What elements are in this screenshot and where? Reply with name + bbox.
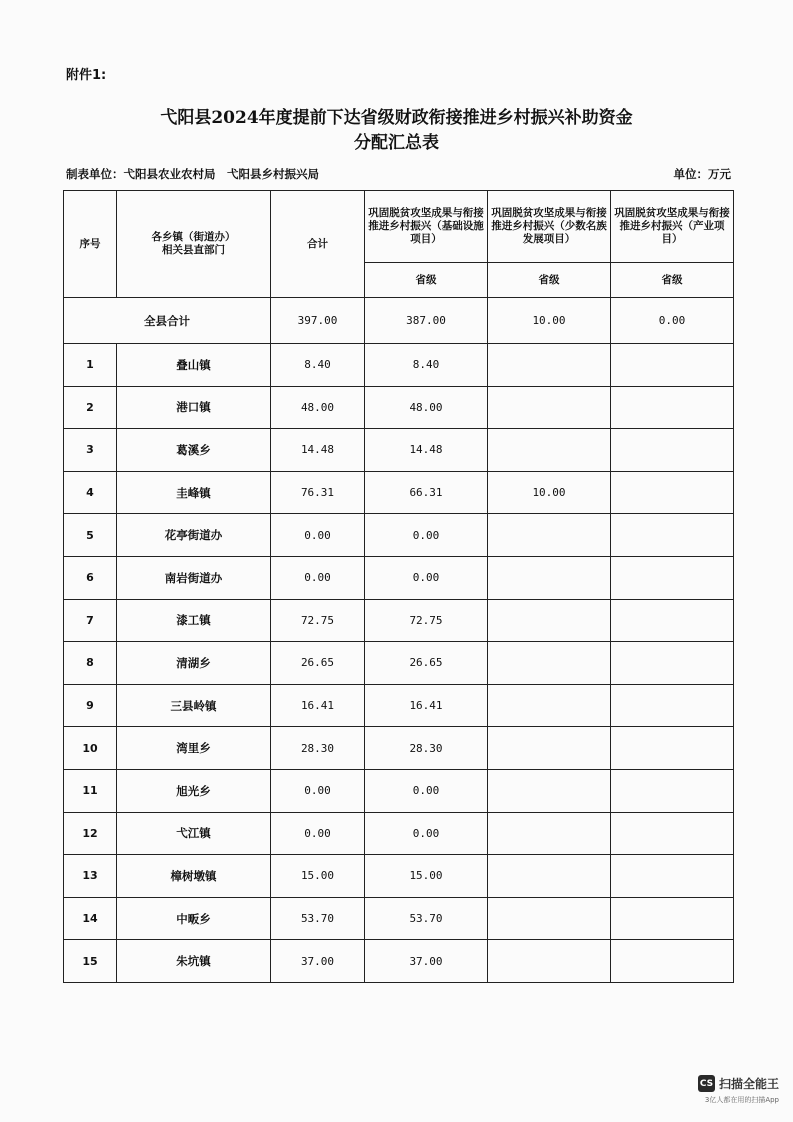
row-infrastructure: 37.00 [365, 940, 488, 983]
row-town-name: 港口镇 [117, 386, 271, 429]
row-industry [611, 514, 734, 557]
row-town-name: 清湖乡 [117, 642, 271, 685]
row-total: 76.31 [271, 471, 365, 514]
row-minority [488, 642, 611, 685]
row-index: 12 [64, 812, 117, 855]
row-infrastructure: 15.00 [365, 855, 488, 898]
row-index: 14 [64, 897, 117, 940]
row-minority [488, 429, 611, 472]
row-town-name: 朱坑镇 [117, 940, 271, 983]
row-infrastructure: 0.00 [365, 556, 488, 599]
row-industry [611, 344, 734, 387]
header-level: 省级 [611, 263, 734, 298]
row-town-name: 中畈乡 [117, 897, 271, 940]
header-industry: 巩固脱贫攻坚成果与衔接推进乡村振兴（产业项目） [611, 191, 734, 263]
header-index: 序号 [64, 191, 117, 298]
row-total: 8.40 [271, 344, 365, 387]
row-industry [611, 599, 734, 642]
table-row [64, 514, 734, 557]
row-index: 9 [64, 684, 117, 727]
row-minority [488, 556, 611, 599]
header-level: 省级 [365, 263, 488, 298]
row-town-name: 旭光乡 [117, 769, 271, 812]
summary-total: 397.00 [271, 298, 365, 344]
document-title: 弋阳县2024年度提前下达省级财政衔接推进乡村振兴补助资金 [160, 108, 633, 128]
table-row [64, 344, 734, 387]
row-town-name: 南岩街道办 [117, 556, 271, 599]
row-minority [488, 897, 611, 940]
prepared-by: 制表单位：弋阳县农业农村局 弋阳县乡村振兴局 [66, 167, 319, 181]
document-subtitle: 分配汇总表 [354, 133, 439, 153]
table-row [64, 897, 734, 940]
row-total: 48.00 [271, 386, 365, 429]
row-minority [488, 769, 611, 812]
table-row [64, 599, 734, 642]
row-index: 2 [64, 386, 117, 429]
row-town-name: 漆工镇 [117, 599, 271, 642]
watermark-tagline: 3亿人都在用的扫描App [704, 1096, 779, 1104]
row-minority [488, 940, 611, 983]
table-row [64, 727, 734, 770]
row-industry [611, 386, 734, 429]
row-industry [611, 727, 734, 770]
row-industry [611, 556, 734, 599]
row-industry [611, 812, 734, 855]
table-row [64, 855, 734, 898]
row-infrastructure: 0.00 [365, 514, 488, 557]
camscanner-icon: CS [698, 1075, 715, 1092]
table-row [64, 429, 734, 472]
row-infrastructure: 72.75 [365, 599, 488, 642]
row-index: 6 [64, 556, 117, 599]
table-row [64, 812, 734, 855]
allocation-table [63, 190, 734, 983]
row-index: 10 [64, 727, 117, 770]
header-town: 各乡镇（街道办） 相关县直部门 [117, 191, 271, 298]
row-town-name: 葛溪乡 [117, 429, 271, 472]
row-town-name: 弋江镇 [117, 812, 271, 855]
table-row [64, 940, 734, 983]
row-minority [488, 855, 611, 898]
row-total: 37.00 [271, 940, 365, 983]
row-infrastructure: 66.31 [365, 471, 488, 514]
row-minority: 10.00 [488, 471, 611, 514]
row-total: 0.00 [271, 514, 365, 557]
row-industry [611, 940, 734, 983]
row-infrastructure: 0.00 [365, 812, 488, 855]
row-total: 26.65 [271, 642, 365, 685]
row-total: 15.00 [271, 855, 365, 898]
row-total: 14.48 [271, 429, 365, 472]
header-minority: 巩固脱贫攻坚成果与衔接推进乡村振兴（少数名族发展项目） [488, 191, 611, 263]
row-minority [488, 812, 611, 855]
row-infrastructure: 53.70 [365, 897, 488, 940]
row-index: 8 [64, 642, 117, 685]
row-total: 53.70 [271, 897, 365, 940]
summary-infrastructure: 387.00 [365, 298, 488, 344]
row-total: 28.30 [271, 727, 365, 770]
row-town-name: 圭峰镇 [117, 471, 271, 514]
row-infrastructure: 8.40 [365, 344, 488, 387]
row-industry [611, 897, 734, 940]
row-industry [611, 471, 734, 514]
row-town-name: 三县岭镇 [117, 684, 271, 727]
table-row [64, 471, 734, 514]
header-total: 合计 [271, 191, 365, 298]
attachment-label: 附件1: [66, 68, 107, 83]
row-industry [611, 429, 734, 472]
row-index: 1 [64, 344, 117, 387]
row-index: 11 [64, 769, 117, 812]
row-infrastructure: 14.48 [365, 429, 488, 472]
row-infrastructure: 26.65 [365, 642, 488, 685]
row-index: 7 [64, 599, 117, 642]
summary-row [64, 298, 734, 344]
row-total: 0.00 [271, 812, 365, 855]
row-industry [611, 642, 734, 685]
table-row [64, 386, 734, 429]
header-infrastructure: 巩固脱贫攻坚成果与衔接推进乡村振兴（基础设施项目） [365, 191, 488, 263]
row-index: 15 [64, 940, 117, 983]
row-industry [611, 855, 734, 898]
table-row [64, 556, 734, 599]
row-minority [488, 344, 611, 387]
row-total: 72.75 [271, 599, 365, 642]
row-minority [488, 514, 611, 557]
summary-industry: 0.00 [611, 298, 734, 344]
row-index: 4 [64, 471, 117, 514]
summary-minority: 10.00 [488, 298, 611, 344]
row-infrastructure: 16.41 [365, 684, 488, 727]
header-level: 省级 [488, 263, 611, 298]
row-infrastructure: 48.00 [365, 386, 488, 429]
summary-label: 全县合计 [64, 298, 271, 344]
row-minority [488, 684, 611, 727]
unit-label: 单位：万元 [673, 167, 731, 181]
row-town-name: 樟树墩镇 [117, 855, 271, 898]
table-row [64, 684, 734, 727]
row-industry [611, 684, 734, 727]
table-row [64, 642, 734, 685]
row-town-name: 叠山镇 [117, 344, 271, 387]
row-index: 3 [64, 429, 117, 472]
watermark-name: 扫描全能王 [718, 1077, 779, 1091]
row-total: 0.00 [271, 556, 365, 599]
scanner-watermark [698, 1075, 779, 1092]
row-town-name: 湾里乡 [117, 727, 271, 770]
row-minority [488, 599, 611, 642]
row-total: 0.00 [271, 769, 365, 812]
row-industry [611, 769, 734, 812]
row-minority [488, 386, 611, 429]
table-row [64, 769, 734, 812]
row-town-name: 花亭街道办 [117, 514, 271, 557]
row-minority [488, 727, 611, 770]
row-index: 13 [64, 855, 117, 898]
row-infrastructure: 28.30 [365, 727, 488, 770]
row-total: 16.41 [271, 684, 365, 727]
row-index: 5 [64, 514, 117, 557]
row-infrastructure: 0.00 [365, 769, 488, 812]
